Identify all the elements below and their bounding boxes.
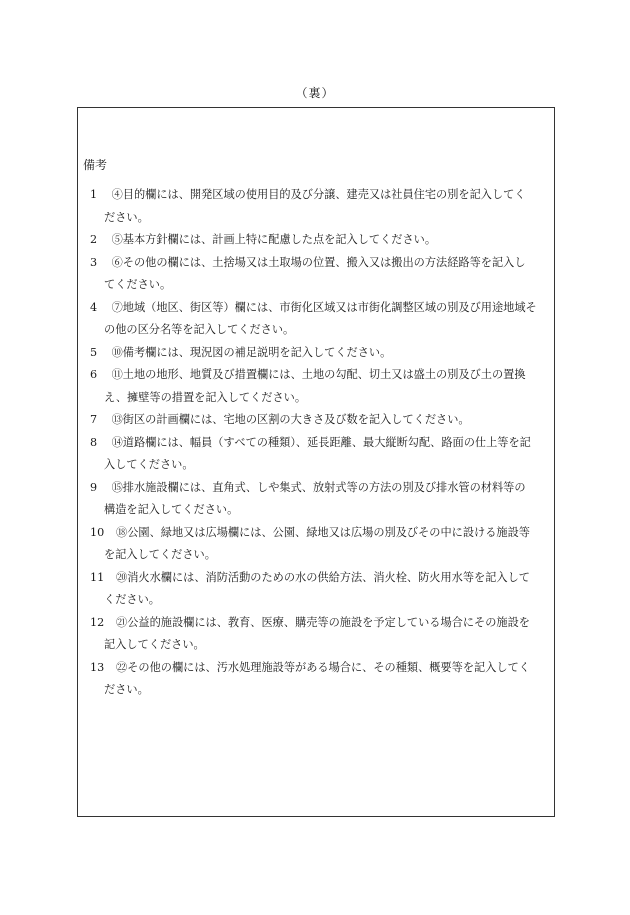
note-item: [90, 522, 552, 567]
note-item: [90, 297, 552, 342]
note-number: 5: [90, 345, 98, 359]
remarks-frame: [77, 107, 555, 817]
note-item: [90, 364, 552, 409]
note-text-continued: 構造を記入してください。: [104, 503, 239, 516]
note-text: ⑥その他の欄には、土捨場又は土取場の位置、搬入又は搬出の方法経路等を記入し: [111, 255, 526, 269]
note-number: 1: [90, 188, 98, 201]
notes-list: [90, 184, 552, 702]
note-number: 11: [90, 570, 105, 584]
note-text: ⑪土地の地形、地質及び措置欄には、土地の勾配、切土又は盛土の別及び土の置換: [111, 368, 526, 381]
note-item: [90, 252, 552, 297]
note-number: 2: [90, 233, 98, 246]
note-item: [90, 657, 552, 702]
note-text-continued: ください。: [104, 593, 160, 606]
note-text-continued: え、擁壁等の措置を記入してください。: [104, 390, 307, 404]
note-item: [90, 612, 552, 657]
note-number: 12: [90, 615, 105, 629]
section-heading: 備考: [83, 158, 108, 172]
note-text: ⑳消火水欄には、消防活動のための水の供給方法、消火栓、防火用水等を記入して: [116, 570, 530, 584]
note-text-continued: ださい。: [104, 210, 149, 224]
note-item: [90, 229, 552, 252]
note-text-continued: 記入してください。: [104, 638, 205, 651]
note-item: [90, 567, 552, 612]
note-text: ㉒その他の欄には、汚水処理施設等がある場合に、その種類、概要等を記入してく: [116, 660, 530, 674]
note-text: ⑱公園、緑地又は広場欄には、公園、緑地又は広場の別及びその中に設ける施設等: [116, 525, 530, 539]
note-item: [90, 409, 552, 432]
note-number: 13: [90, 660, 105, 674]
note-item: [90, 477, 552, 522]
note-text: ⑮排水施設欄には、直角式、しや集式、放射式等の方法の別及び排水管の材料等の: [111, 480, 526, 494]
note-number: 9: [90, 480, 98, 494]
note-text-continued: の他の区分名等を記入してください。: [104, 323, 295, 336]
note-number: 4: [90, 300, 98, 314]
note-text: ④目的欄には、開発区域の使用目的及び分譲、建売又は社員住宅の別を記入してく: [111, 188, 526, 201]
note-text: ⑬街区の計画欄には、宅地の区割の大きさ及び数を記入してください。: [111, 413, 470, 426]
note-number: 6: [90, 368, 98, 381]
note-text: ⑩備考欄には、現況図の補足説明を記入してください。: [111, 345, 392, 359]
note-text-continued: ださい。: [104, 683, 149, 696]
note-text-continued: てください。: [104, 278, 172, 291]
note-text: ⑤基本方針欄には、計画上特に配慮した点を記入してください。: [111, 233, 437, 246]
note-text: ㉑公益的施設欄には、教育、医療、購売等の施設を予定している場合にその施設を: [116, 615, 530, 629]
note-text-continued: 入してください。: [104, 458, 194, 471]
note-item: [90, 432, 552, 477]
note-text: ⑭道路欄には、幅員（すべての種類）、延長距離、最大縦断勾配、路面の仕上等を記: [111, 435, 531, 449]
note-number: 10: [90, 525, 105, 539]
note-text-continued: を記入してください。: [104, 548, 216, 561]
note-number: 3: [90, 255, 98, 269]
note-number: 8: [90, 435, 98, 449]
note-number: 7: [90, 413, 98, 426]
note-text: ⑦地域（地区、街区等）欄には、市街化区域又は市街化調整区域の別及び用途地域そ: [111, 300, 537, 314]
note-item: [90, 184, 552, 229]
page-title: （裏）: [295, 86, 335, 100]
note-item: [90, 342, 552, 365]
